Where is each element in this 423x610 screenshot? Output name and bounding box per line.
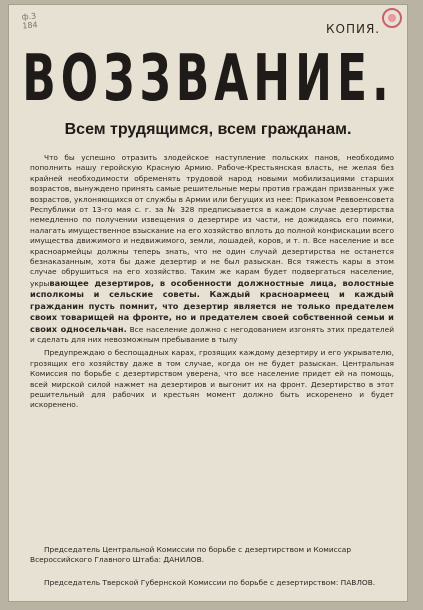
proclamation-body bbox=[30, 153, 394, 411]
copy-label: КОПИЯ. bbox=[326, 22, 381, 36]
archive-note: ф.3 184 bbox=[21, 11, 38, 31]
paragraph-1-part-1: Что бы успешно отразить злодейское наступление польских панов, необходимо пополнить нашу геройскую Красную Армию. Рабоче-Крестьянская власть, не желая без крайней необходимости обременять трудовой народ новыми мобилизациями старших возрастов, вынуждено принять самые решительные меры против граждан призванных уже возрастов, уклоняющихся от службы в Армии или бегущих из нее: Приказом Реввоенсовета Республики от 13-го мая с. г. за № 328 предписывается в каждом случае дезертирства немедленно по получении извещения о дезертире из части, не дожидаясь его поимки, налагать имущественное взыскание на его хозяйство вплоть до полной конфискации всего имущества движимого и недвижимого, земли, лошадей, коров, и т. п. Все население и все красноармейцы должны теперь знать, что не один случай дезертирства не останется безнаказанным, хотя бы даже дезертир и не был разыскан. Вся тяжесть кары в этом случае обрушиться на его хозяйство. Таким же карам будет подвергаться население, укры bbox=[30, 153, 394, 288]
page-title: ВОЗЗВАНИЕ. bbox=[22, 42, 394, 116]
signature-danilov: Председатель Центральной Комиссии по борьбе с дезертирством и Комиссар Всероссийского Главного Штаба: ДАНИЛОВ. bbox=[30, 545, 352, 565]
archive-stamp-icon bbox=[382, 8, 402, 28]
paragraph-1-part-3: Все население должно с негодованием изгонять этих предателей и сделать для них невозможным пребывание в тылу bbox=[30, 324, 395, 344]
page-subtitle: Всем трудящимся, всем гражданам. bbox=[64, 121, 352, 138]
paragraph-1-part-2: вающее дезертиров, в особенности должностные лица, волостные исполкомы и сельские советы. Каждый красноармеец и каждый гражданин пусть помнит, что дезертир является не только предателем своих товарищей на фронте, но и предателем своей собственной семьи и своих односельчан. bbox=[30, 277, 394, 334]
paragraph-2-part-1: Предупреждаю о беспощадных карах, грозящих каждому дезертиру и его укрывателю, грозящих его хозяйству даже в том случае, когда он не будет разыскан. Центральная Комиссия по борьбе с дезертирством уверена, что все население придет ей на помощь, всей мирской силой нажмет на дезертиров и выгонит их на фронт. Дезертирство в этот решительный для рабочих и крестьян момент должно быть искоренено и будет искоренено. bbox=[30, 348, 394, 410]
signatures bbox=[30, 545, 394, 588]
signature-pavlov: Председатель Тверской Губернской Комиссии по борьбе с дезертирством: ПАВЛОВ. bbox=[44, 577, 376, 587]
poster-sheet bbox=[8, 4, 408, 602]
paragraph-1 bbox=[30, 153, 394, 345]
paragraph-2 bbox=[30, 348, 394, 410]
